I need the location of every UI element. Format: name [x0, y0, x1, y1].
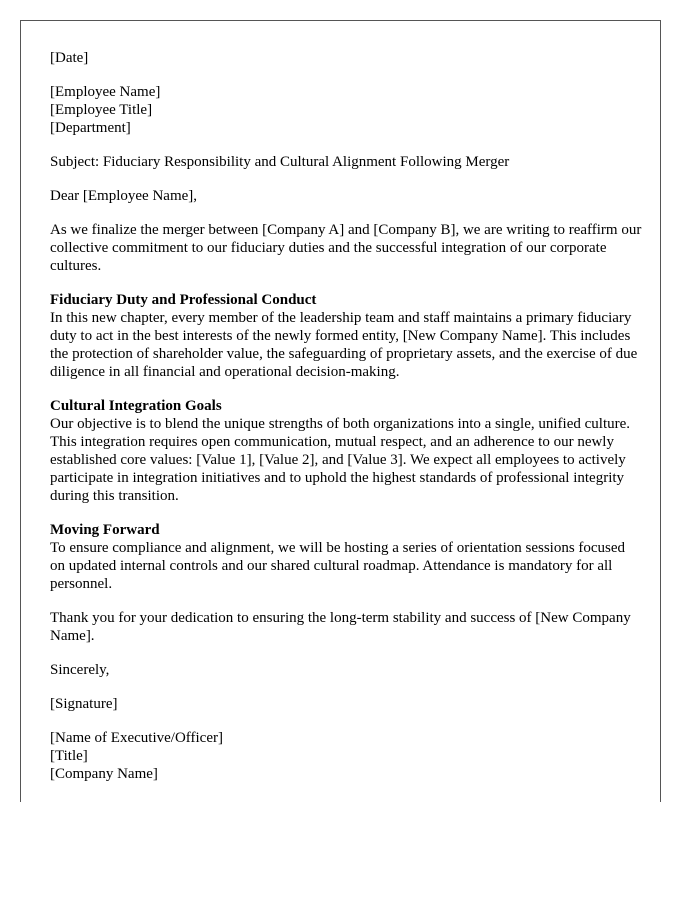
- letter-body: [50, 49, 642, 799]
- section-heading: Cultural Integration Goals: [50, 398, 222, 414]
- signoff-block: [50, 661, 642, 679]
- section-body: In this new chapter, every member of the leadership team and staff maintains a primary fiduciary duty to act in the best interests of the newly formed entity, [New Company Name]. This includes the protection of shareholder value, the safeguarding of proprietary assets, and the exercise of due diligence in all financial and operational decision-making.: [50, 310, 638, 380]
- recipient-title: [Employee Title]: [50, 102, 153, 118]
- sender-block: [50, 729, 642, 783]
- intro-paragraph: As we finalize the merger between [Company A] and [Company B], we are writing to reaffirm our collective commitment to our fiduciary duties and the successful integration of our corporate cultures.: [50, 222, 642, 274]
- section-heading: Fiduciary Duty and Professional Conduct: [50, 292, 317, 308]
- recipient-department: [Department]: [50, 120, 131, 136]
- section-cultural: [50, 397, 642, 505]
- section-body: To ensure compliance and alignment, we will be hosting a series of orientation sessions focused on updated internal controls and our shared cultural roadmap. Attendance is mandatory for all personnel.: [50, 540, 626, 592]
- section-heading: Moving Forward: [50, 522, 160, 538]
- sign-off: Sincerely,: [50, 662, 110, 678]
- recipient-name: [Employee Name]: [50, 84, 161, 100]
- closing-block: [50, 609, 642, 645]
- intro-block: [50, 221, 642, 275]
- salutation-block: [50, 187, 642, 205]
- closing-paragraph: Thank you for your dedication to ensuring the long-term stability and success of [New Company Name].: [50, 610, 631, 644]
- recipient-block: [50, 83, 642, 137]
- subject-block: [50, 153, 642, 171]
- date-block: [50, 49, 642, 67]
- signature-placeholder: [Signature]: [50, 696, 118, 712]
- sender-name: [Name of Executive/Officer]: [50, 730, 223, 746]
- section-body: Our objective is to blend the unique strengths of both organizations into a single, unified culture. This integration requires open communication, mutual respect, and an adherence to our newly established core values: [Value 1], [Value 2], and [Value 3]. We expect all employees to actively participate in integration initiatives and to uphold the highest standards of professional integrity during this transition.: [50, 416, 631, 504]
- section-moving-forward: [50, 521, 642, 593]
- sender-title: [Title]: [50, 748, 88, 764]
- letter-salutation: Dear [Employee Name],: [50, 188, 198, 204]
- section-fiduciary: [50, 291, 642, 381]
- letter-date: [Date]: [50, 50, 89, 66]
- letter-subject: Subject: Fiduciary Responsibility and Cultural Alignment Following Merger: [50, 154, 510, 170]
- letter-page: [20, 20, 661, 802]
- sender-company: [Company Name]: [50, 766, 158, 782]
- signature-block: [50, 695, 642, 713]
